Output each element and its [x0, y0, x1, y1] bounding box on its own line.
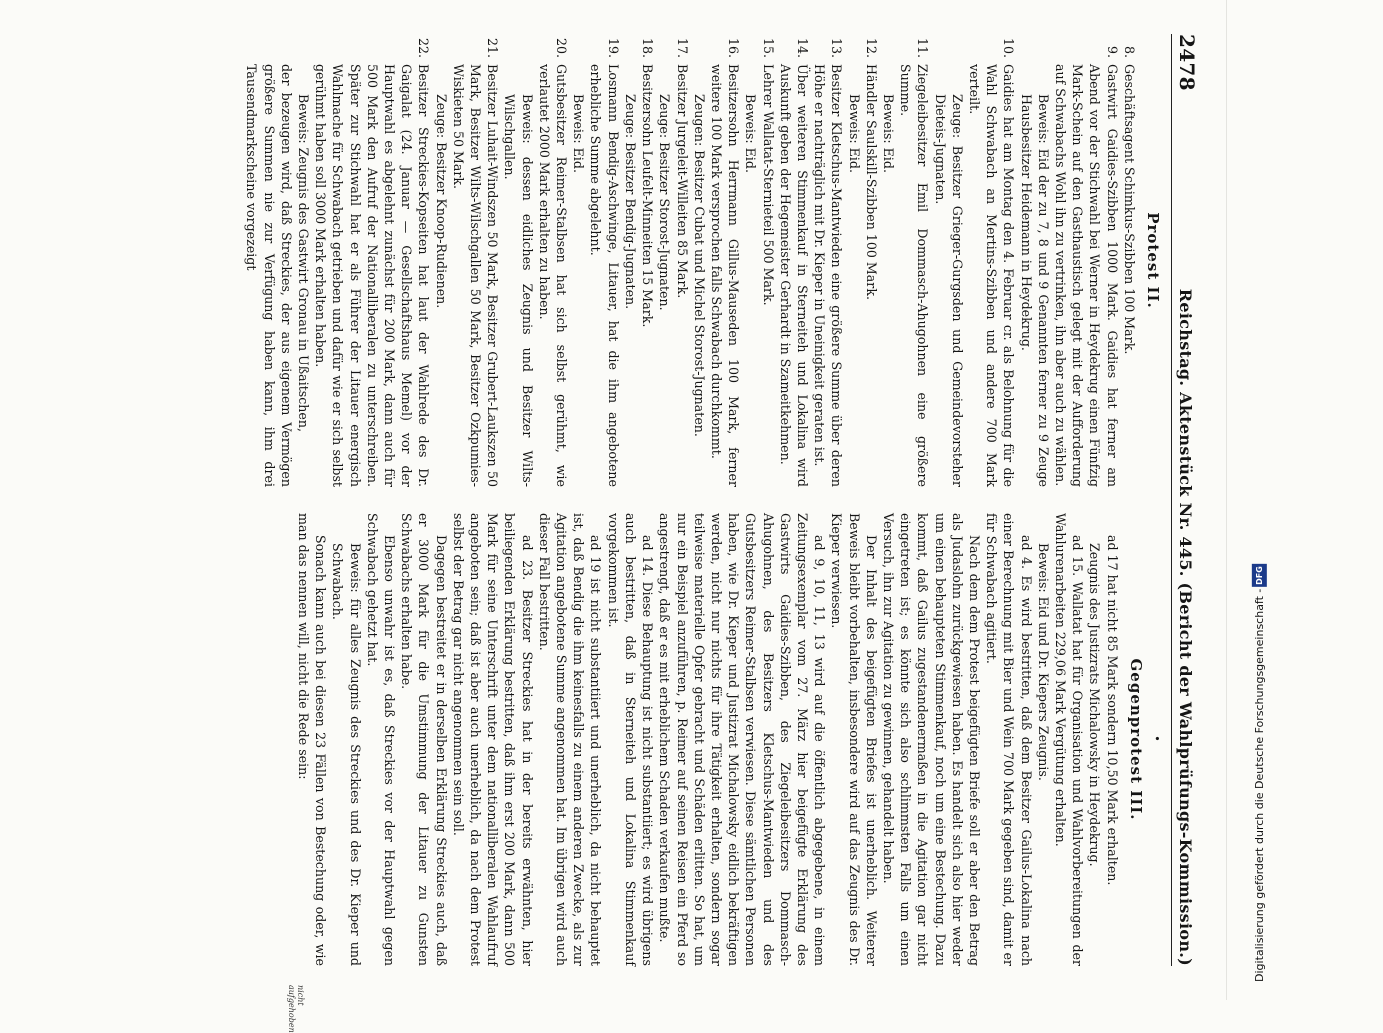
item-number: [931, 34, 965, 64]
item-text: Besitzer Luhait-Windszen 50 Mark, Besitzer Grubert-Laukszen 50 Mark, Besitzer Wilts-Wilschgallen 50 Mark, Besitzer Ozkpumies-Wiskieten 50 Mark.: [450, 64, 501, 487]
counter-protest-paragraph: ad 14. Diese Behauptung ist nicht substantiiert; es wird übrigens auch bestritten, daß in Sterneiteh und Lokalina Stimmenkauf vorgekommen ist.: [605, 513, 656, 966]
item-text: Beweis: Eid.: [880, 94, 896, 173]
protest-item: [845, 34, 862, 487]
counter-protest-paragraph: ad 9, 10, 11, 13 wird auf die öffentlich abgegebene, in einem Zeitungsexemplar vom 27. März hier beigefügte Erklärung des Gastwirts Gaidies-Szibben, des Ziegeleibesitzers Dommasch-Ahugohnen, des Besitzers Kletschus-Mantwieden und des Gutsbesitzers Reimer-Stalbsen verwiesen. Diese sämtlichen Personen haben, wie Dr. Kieper und Justizrat Michalowsky eidlich bekräftigen werden, nicht nur nichts für ihre Tätigkeit erhalten, sondern sogar teilweise materielle Opfer gebracht und Schäden erlitten. So hat, um nur ein Beispiel anzuführen, p. Reimer auf seinen Reisen ein Pferd so angestrengt, daß er es mit erheblichem Schaden verkaufen mußte.: [657, 513, 828, 966]
item-number: 22.: [416, 37, 432, 58]
protest-item: [880, 34, 897, 487]
counter-protest-paragraph: Zeugnis des Justizrats Michalowsky in Heydekrug.: [1087, 543, 1103, 867]
page-header: [1171, 34, 1199, 966]
item-text: Lehrer Wallatat-Sternieteil 500 Mark.: [760, 64, 776, 306]
item-number: 18.: [640, 37, 656, 58]
protest-item: [931, 34, 965, 487]
protest-item: [742, 34, 759, 487]
item-text: Beweis: Eid.: [743, 94, 759, 173]
item-text: Besitzersohn Herrmann Gillus-Mauseden 100 Mark, ferner weitere 100 Mark versprochen falls Schwabach durchkommt.: [708, 64, 742, 487]
digitization-text: Digitalisierung gefördert durch die Deutsche Forschungsgemeinschaft -: [1252, 588, 1266, 982]
item-text: Beweis: Eid.: [846, 94, 862, 173]
counter-protest-paragraph: ad 23. Besitzer Streckies hat in der bereits erwähnten, hier beiliegenden Erklärung bestritten, daß ihm erst 200 Mark, dann 500 Mark für seine Unterschrift unter dem nationalliberalen Wahlaufruf angeboten sein; daß ist aber auch unerheblich, da nach dem Protest selbst der Betrag gar nicht angenommen sein soll.: [450, 513, 535, 966]
item-number: [1017, 34, 1051, 64]
item-number: [691, 34, 708, 64]
counter-protest-paragraph: Beweis: Eid und Dr. Kiepers Zeugnis.: [1035, 543, 1051, 781]
protest-item: [708, 34, 742, 487]
protest-item: [570, 34, 587, 487]
item-number: [295, 34, 312, 64]
counter-protest-paragraph: Der Inhalt des beigefügten Briefes ist unerheblich. Weiterer Beweis bleibt vorbehalten, insbesondere wird auf das Zeugnis des Dr. Kieper verwiesen.: [829, 513, 879, 966]
counter-protest-paragraph: ad 15. Wallatat hat für Organisation und Wahlvorbereitungen der Wahlurenarbeiten 229,06 Mark Vergütung erhalten.: [1052, 513, 1086, 966]
item-number: 11.: [915, 37, 931, 58]
protest-item: [1052, 34, 1121, 487]
item-number: [243, 34, 295, 64]
right-column: [243, 513, 1165, 966]
item-number: 19.: [605, 37, 621, 58]
item-number: [570, 34, 587, 64]
item-text: Zeuge: Besitzer Knoop-Rudienen.: [433, 94, 449, 309]
right-column-title: Gegenprotest III.: [1126, 658, 1145, 821]
counter-protest-paragraph: Dagegen bestreitet er in derselben Erklärung Streckies auch, daß er 3000 Mark für die Umstimmung der Litauer zu Gunsten Schwabachs erhalten habe.: [399, 513, 449, 966]
protest-item: [1121, 34, 1138, 487]
item-text: Beweis: dessen eidliches Zeugnis und Besitzer Wilts-Wilschgallen.: [502, 94, 535, 487]
item-text: Besitzer Jurgeleit-Willeiten 85 Mark.: [674, 64, 690, 299]
protest-item: [501, 34, 535, 487]
protest-item: [587, 34, 621, 487]
item-number: 17.: [674, 37, 690, 58]
item-text: Ziegeleibesitzer Emil Dommasch-Ahugohnen eine größere Summe.: [898, 64, 931, 487]
item-number: 20.: [554, 37, 570, 58]
protest-item: [312, 34, 432, 487]
left-column: [243, 34, 1165, 487]
protest-item: [1017, 34, 1051, 487]
item-text: Zeugen: Besitzer Cubat und Michel Storost-Jugnaten.: [691, 94, 707, 437]
running-title: Reichstag. Aktenstück Nr. 445. (Bericht der Wahlprüfungs-Kommission.): [1176, 288, 1195, 966]
protest-item: [295, 34, 312, 487]
item-text: Beweis: Zeugnis des Gastwirt Gronau in Ußaitschen,: [296, 94, 312, 432]
protest-item: [450, 34, 502, 487]
digitization-note: [1248, 12, 1271, 982]
protest-item: [863, 34, 880, 487]
item-number: 16.: [726, 37, 742, 58]
protest-item: [897, 34, 931, 487]
item-number: [880, 34, 897, 64]
item-text: Zeuge: Besitzer Grieger-Gurgsden und Gemeindevorsteher Dieteis-Jugnaten.: [932, 94, 965, 487]
item-number: 15.: [760, 37, 776, 58]
item-text: Besitzer Kletschus-Mantwieden eine größere Summe über deren Höhe er nachträglich mit Dr. Kieper in Uneinigkeit geraten ist.: [812, 64, 845, 487]
item-number: [432, 34, 449, 64]
dfg-logo: DFG: [1252, 564, 1267, 587]
left-items: [243, 34, 1138, 487]
item-number: [845, 34, 862, 64]
item-text: Über weiteren Stimmenkauf in Sterneiteh und Lokalina wird Auskunft geben der Hegemeister Gerhardt in Szameitkehmen.: [777, 64, 810, 487]
item-text: Zeuge: Besitzer Storost-Jugnaten.: [657, 94, 673, 311]
protest-item: [536, 34, 570, 487]
page-number: 2478: [1175, 34, 1199, 91]
protest-item: [966, 34, 1018, 487]
left-column-title: Protest II.: [1144, 212, 1162, 309]
protest-item: [639, 34, 656, 487]
protest-item: [243, 34, 295, 487]
counter-protest-paragraph: ad 17 hat nicht 85 Mark sondern 10,50 Mark erhalten.: [1104, 535, 1120, 886]
item-text: Besitzersohn Leufelt-Minneiten 15 Mark.: [640, 64, 656, 328]
counter-protest-paragraph: ad 19 ist nicht substantiiert und unerheblich, da nicht behauptet ist, daß Bendig die ihm keinesfalls zu einem anderen Zwecke, als zur Agitation angebotene Summe angenommen hat. Im übrigen wird auch dieser Fall bestritten.: [536, 513, 604, 966]
text-columns: [243, 34, 1165, 966]
ornament-mark: •: [1150, 735, 1163, 744]
protest-item: [673, 34, 690, 487]
right-paragraphs: [295, 513, 1121, 966]
item-number: 9.: [1104, 45, 1120, 58]
counter-protest-paragraph: Beweis: für alles Zeugnis des Streckies und des Dr. Kieper und Schwabach.: [330, 543, 363, 966]
counter-protest-paragraph: ad 4. Es wird bestritten, daß dem Besitzer Gailus-Lokalina nach einer Berechnung mit Bier und Wein 700 Mark gegeben sind, damit er für Schwabach agitiert.: [984, 513, 1034, 966]
item-number: [656, 34, 673, 64]
item-number: 14.: [794, 37, 810, 58]
protest-item: [691, 34, 708, 487]
counter-protest-paragraph: Sonach kann auch bei diesen 23 Fällen von Bestechung oder, wie man das nennen will, nicht die Rede sein:: [296, 513, 329, 966]
item-text: Gutsbesitzer Reimer-Stalbsen hat sich selbst gerühmt, wie verlautet 2000 Mark erhalten zu haben.: [536, 64, 570, 487]
item-text: Gastwirt Gaidies-Szibben 1000 Mark. Gaidies hat ferner am Abend vor der Stichwahl bei Werner in Heydekrug einen Fünfzig Mark-Schein auf den Gasthaustisch gelegt mit der Aufforderung auf Schwabachs Wohl ihn zu vertrinken, ihn aber auch zu wählen.: [1052, 64, 1120, 487]
protest-item: [432, 34, 449, 487]
item-number: 13.: [829, 37, 845, 58]
item-text: Beweis: Eid der zu 7, 8 und 9 Genannten ferner zu 9 Zeuge Hausbesitzer Heidemann in Heydekrug.: [1018, 94, 1051, 487]
protest-item: [777, 34, 811, 487]
item-number: 8.: [1121, 45, 1137, 58]
item-text: der bezeugen wird, daß Streckies, der aus eigenem Vermögen größere Summen nie zur Verfügung haben kann, ihm drei Tausendmarkscheine vorgezeigt: [244, 64, 294, 487]
item-text: Losmann Bendig-Aschwinge, Litauer, hat die ihm angebotene erhebliche Summe abgelehnt.: [588, 64, 621, 487]
item-number: 12.: [863, 37, 879, 58]
scan-edge: [1226, 0, 1227, 1000]
item-text: Beweis: Eid.: [571, 94, 587, 173]
item-text: Geschäftsagent Schimkus-Szibben 100 Mark.: [1121, 64, 1137, 355]
protest-item: [622, 34, 639, 487]
item-number: [501, 34, 535, 64]
item-number: [622, 34, 639, 64]
item-text: Gaidies hat am Montag den 4. Februar cr. als Belohnung für die Wahl Schwabach an Mertins-Szibben und andere 700 Mark verteilt.: [966, 64, 1017, 487]
item-number: [742, 34, 759, 64]
protest-item: [656, 34, 673, 487]
counter-protest-paragraph: Ebenso unwahr ist es, daß Streckies vor der Hauptwahl gegen Schwabach gehetzt hat.: [364, 513, 398, 966]
item-text: Händler Saulskill-Szibben 100 Mark.: [863, 64, 879, 300]
item-text: Besitzer Streckies-Kopseiten hat laut der Wahlrede des Dr. Gaigalat (24. Januar — Gesellschaftshaus Memel) vor der Hauptwahl es abgelehnt zunächst für 200 Mark, dann auch für 500 Mark den Aufruf der Nationalliberalen zu unterschreiben. Später zur Stichwahl hat er als Führer der Litauer energisch Wahlmache für Schwabach getrieben und dafür wie er sich selbst gerühmt haben soll 3000 Mark erhalten haben.: [313, 64, 432, 487]
counter-protest-paragraph: Nach dem dem Protest beigefügten Briefe soll er aber den Betrag als Judaslohn zurückgewiesen haben. Es handelt sich also hier weder um einen behaupteten Stimmenkauf, noch um eine Bestechung. Dazu kommt, daß Gailus zugestandenermaßen in die Agitation gar nicht eingetreten ist; es könnte sich also schlimmsten Falls um einen Versuch, ihn zur Agitation zu gewinnen, gehandelt haben.: [880, 513, 982, 966]
item-text: Zeuge: Besitzer Bendig-Jugnaten.: [622, 94, 638, 310]
item-number: 21.: [485, 37, 501, 58]
protest-item: [811, 34, 845, 487]
margin-note: nicht aufgehoben: [287, 985, 305, 1033]
protest-item: [759, 34, 776, 487]
item-number: 10.: [1001, 37, 1017, 58]
